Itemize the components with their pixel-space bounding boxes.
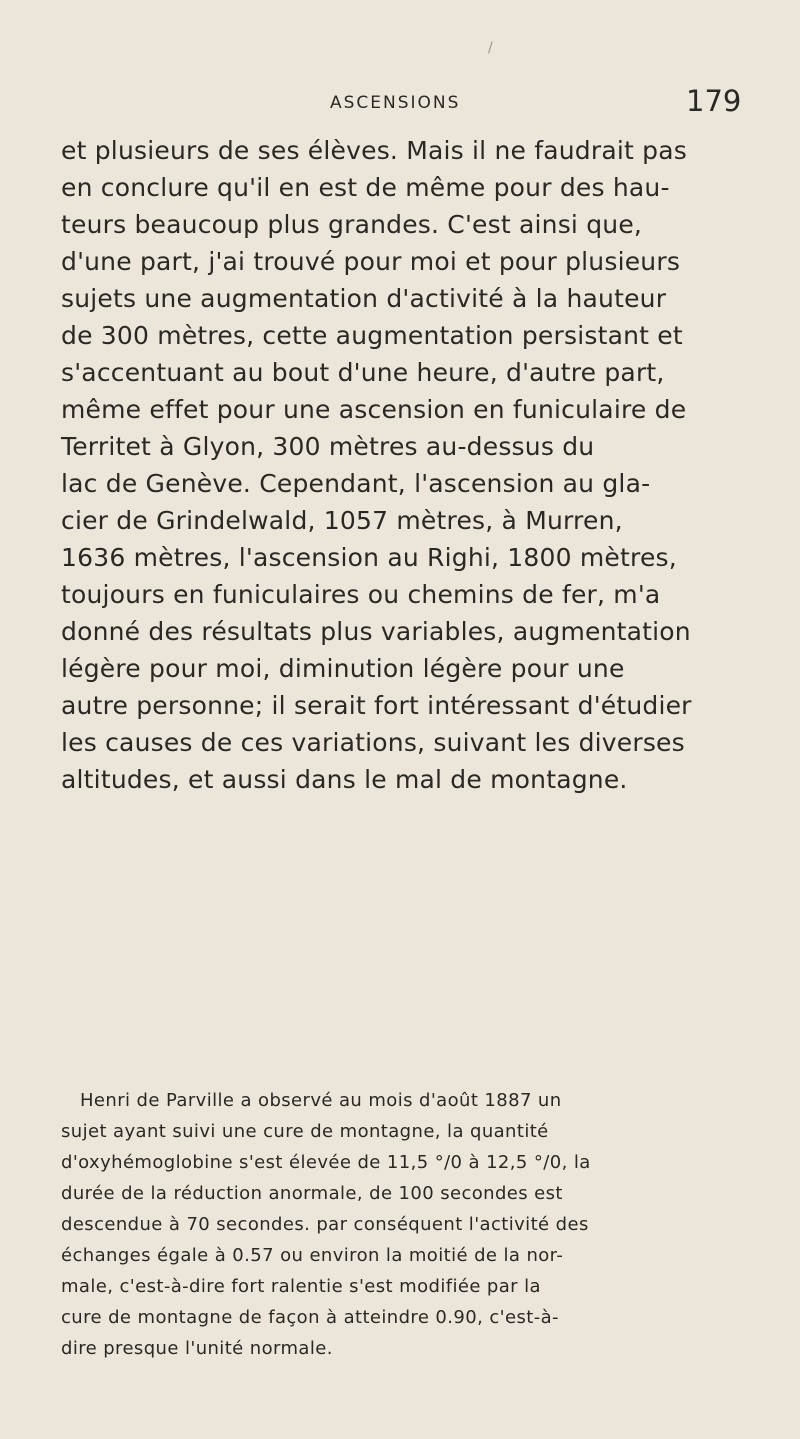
body-line: lac de Genève. Cependant, l'ascension au gla- bbox=[61, 469, 651, 498]
note-line: échanges égale à 0.57 ou environ la moitié de la nor- bbox=[61, 1245, 564, 1266]
note-line: cure de montagne de façon à atteindre 0.90, c'est-à- bbox=[61, 1307, 559, 1328]
body-line: en conclure qu'il en est de même pour des hau- bbox=[61, 173, 670, 202]
note-line: male, c'est-à-dire fort ralentie s'est modifiée par la bbox=[61, 1276, 541, 1297]
body-line: donné des résultats plus variables, augmentation bbox=[61, 617, 691, 646]
body-line: autre personne; il serait fort intéressant d'étudier bbox=[61, 691, 692, 720]
body-line: Territet à Glyon, 300 mètres au-dessus du bbox=[61, 432, 595, 461]
body-line: s'accentuant au bout d'une heure, d'autre part, bbox=[61, 358, 665, 387]
body-line: et plusieurs de ses élèves. Mais il ne faudrait pas bbox=[61, 136, 687, 165]
body-line: les causes de ces variations, suivant les diverses bbox=[61, 728, 685, 757]
body-line: teurs beaucoup plus grandes. C'est ainsi que, bbox=[61, 210, 643, 239]
body-line: sujets une augmentation d'activité à la hauteur bbox=[61, 284, 667, 313]
page-number: 179 bbox=[686, 84, 742, 118]
body-line: toujours en funiculaires ou chemins de fer, m'a bbox=[61, 580, 661, 609]
margin-mark: / bbox=[488, 40, 493, 56]
body-line: légère pour moi, diminution légère pour une bbox=[61, 654, 625, 683]
note-line: sujet ayant suivi une cure de montagne, la quantité bbox=[61, 1121, 549, 1142]
note-line: durée de la réduction anormale, de 100 secondes est bbox=[61, 1183, 563, 1204]
note-line: d'oxyhémoglobine s'est élevée de 11,5 °/0 à 12,5 °/0, la bbox=[61, 1152, 591, 1173]
body-line: cier de Grindelwald, 1057 mètres, à Murren, bbox=[61, 506, 623, 535]
body-line: d'une part, j'ai trouvé pour moi et pour plusieurs bbox=[61, 247, 681, 276]
note-line: Henri de Parville a observé au mois d'août 1887 un bbox=[80, 1090, 562, 1111]
note-line: descendue à 70 secondes. par conséquent l'activité des bbox=[61, 1214, 589, 1235]
body-line: 1636 mètres, l'ascension au Righi, 1800 mètres, bbox=[61, 543, 677, 572]
body-line: de 300 mètres, cette augmentation persistant et bbox=[61, 321, 683, 350]
body-line: altitudes, et aussi dans le mal de montagne. bbox=[61, 765, 628, 794]
note-line: dire presque l'unité normale. bbox=[61, 1338, 333, 1359]
running-header-title: ASCENSIONS bbox=[330, 93, 461, 113]
body-line: même effet pour une ascension en funiculaire de bbox=[61, 395, 687, 424]
